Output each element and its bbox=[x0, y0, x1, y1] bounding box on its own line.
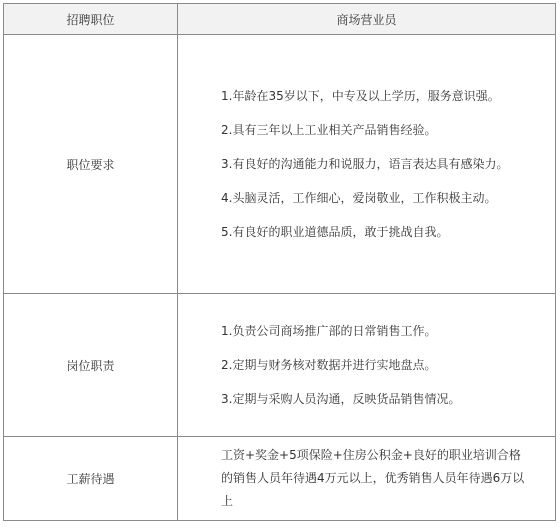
salary-row bbox=[4, 437, 556, 521]
salary-label: 工薪待遇 bbox=[66, 472, 115, 486]
duty-item: 1.负责公司商场推广部的日常销售工作。 bbox=[221, 324, 437, 338]
position-value-cell bbox=[178, 4, 556, 35]
duties-label: 岗位职责 bbox=[66, 358, 115, 373]
requirements-label: 职位要求 bbox=[66, 157, 115, 172]
requirement-item: 4.头脑灵活，工作细心，爱岗敬业，工作积极主动。 bbox=[221, 191, 497, 205]
header-row bbox=[4, 4, 556, 35]
duties-row bbox=[4, 294, 556, 437]
duty-item: 2.定期与财务核对数据并进行实地盘点。 bbox=[221, 358, 437, 372]
position-label: 招聘职位 bbox=[66, 12, 115, 27]
requirement-item: 2.具有三年以上工业相关产品销售经验。 bbox=[221, 123, 437, 137]
job-posting-table bbox=[3, 3, 556, 521]
duties-label-cell bbox=[4, 294, 178, 437]
salary-label-cell bbox=[4, 437, 178, 521]
duty-item: 3.定期与采购人员沟通，反映货品销售情况。 bbox=[221, 392, 461, 406]
salary-text: 工资+奖金+5项保险+住房公积金+良好的职业培训合格的销售人员年待遇4万元以上，优秀销售人员年待遇6万以上 bbox=[178, 437, 556, 521]
position-value: 商场营业员 bbox=[336, 12, 397, 27]
requirement-item: 3.有良好的沟通能力和说服力，语言表达具有感染力。 bbox=[221, 157, 509, 171]
requirement-item: 5.有良好的职业道德品质，敢于挑战自我。 bbox=[221, 225, 449, 239]
duties-list bbox=[178, 294, 556, 437]
requirements-row bbox=[4, 35, 556, 294]
requirements-label-cell bbox=[4, 35, 178, 294]
requirements-list bbox=[178, 35, 556, 294]
position-label-cell bbox=[4, 4, 178, 35]
requirement-item: 1.年龄在35岁以下，中专及以上学历，服务意识强。 bbox=[221, 89, 500, 103]
